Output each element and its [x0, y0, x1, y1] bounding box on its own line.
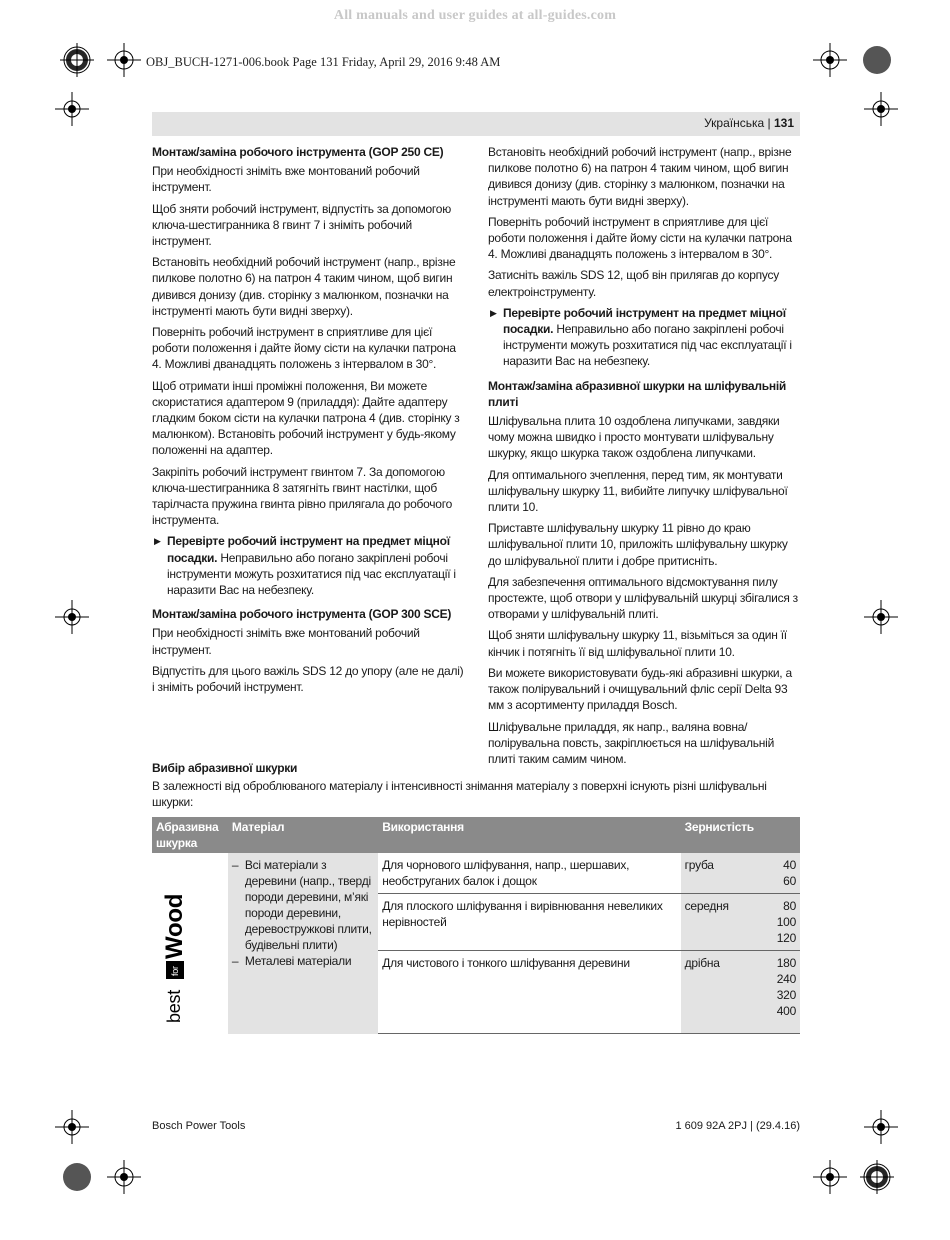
paragraph: Відпустіть для цього важіль SDS 12 до упору (але не далі) і зніміть робочий інструмент. [152, 663, 464, 695]
page-header [152, 112, 800, 136]
header-language-page: Українська | 131 [704, 116, 794, 130]
grit-value: 60 [783, 874, 796, 888]
use-cell: Для чорнового шліфування, напр., шершавих, необструганих балок і дощок [382, 858, 630, 888]
grit-value: 320 [776, 988, 796, 1002]
table-header-row [152, 817, 800, 853]
grade-cell: груба [681, 853, 757, 894]
grit-value: 40 [783, 858, 796, 872]
right-column [488, 144, 800, 772]
registration-mark-icon [813, 1160, 847, 1194]
grit-cell [756, 853, 800, 894]
paragraph: Поверніть робочий інструмент в сприятливе для цієї роботи положення і дайте йому сісти на кулачки патрона 4. Можливі дванадцять положень з інтервалом в 30°. [488, 214, 792, 262]
logo-best-text: best [164, 989, 184, 1023]
grit-value: 80 [783, 899, 796, 913]
footer-doc-code: 1 609 92A 2PJ | (29.4.16) [675, 1120, 800, 1132]
grit-value: 100 [776, 915, 796, 929]
warning-bold: Перевірте робочий інструмент на предмет міцної посадки. [167, 534, 450, 565]
paragraph: Щоб зняти шліфувальну шкурку 11, візьміться за один її кінчик і потягніть її від шліфувальної плити 10. [488, 628, 787, 659]
registration-mark-icon [60, 43, 94, 77]
paragraph: Щоб отримати інші проміжні положення, Ви можете скористатися адаптером 9 (приладдя): Дайте адаптеру гладким боком сісти на кулачки патрона 4 (див. сторінку з малюнком). Встановіть робочий інструмент у будь-якому положенні на адаптер. [152, 378, 460, 458]
paragraph: Встановіть необхідний робочий інструмент (напр., врізне пилкове полотно 6) на патрон 4 таким чином, щоб вигин дивився донизу (див. сторінку з малюнком, позначки на інструменті мають бути видні зверху). [488, 145, 792, 208]
column-header: Використання [378, 817, 680, 853]
book-info-line: OBJ_BUCH-1271-006.book Page 131 Friday, April 29, 2016 9:48 AM [146, 55, 501, 69]
warning-text: Неправильно або погано закріплені робочі інструменти можуть розхитатися під час експлуатації і наразити Вас на небезпеку. [503, 322, 792, 369]
registration-mark-icon [107, 43, 141, 77]
abrasive-selection-section [152, 760, 800, 810]
use-cell: Для чистового і тонкого шліфування деревини [378, 951, 680, 1034]
grit-cell [756, 951, 800, 1034]
grit-value: 240 [776, 972, 796, 986]
paragraph: Затисніть важіль SDS 12, щоб він прилягав до корпусу електроінструменту. [488, 268, 780, 299]
material-item: – Металеві матеріали [232, 953, 374, 969]
grade-cell: дрібна [681, 951, 757, 1034]
logo-for-text: for [170, 966, 180, 976]
section-heading: Монтаж/заміна робочого інструмента (GOP 300 SCE) [152, 607, 452, 622]
registration-mark-icon [864, 92, 898, 126]
paragraph: Шліфувальна плита 10 оздоблена липучками, завдяки чому можна швидко і просто монтувати шліфувальну шкурку, якщо шкурка також оздоблена липучками. [488, 414, 780, 461]
registration-mark-icon [864, 600, 898, 634]
registration-mark-icon [860, 43, 894, 77]
language-label: Українська [704, 116, 765, 130]
material-item: – Всі матеріали з деревини (напр., тверді породи деревини, м’які породи деревини, деревостружкові плити, будівельні плити) [232, 857, 374, 953]
paragraph: Поверніть робочий інструмент в сприятливе для цієї роботи положення і дайте йому сісти на кулачки патрона 4. Можливі дванадцять положень з інтервалом в 30°. [152, 325, 456, 372]
grade-cell: середня [681, 894, 757, 951]
section-heading: Монтаж/заміна абразивної шкурки на шліфувальній плиті [488, 378, 787, 409]
grit-value: 400 [776, 1004, 796, 1018]
paragraph: Для забезпечення оптимального відсмоктування пилу простежте, щоб отвори у шліфувальній шкурці збігалися з отворами у шліфувальній плиті. [488, 574, 798, 622]
paragraph: Для оптимального зчеплення, перед тим, як монтувати шліфувальну шкурку 11, вибийте липучку шліфувальної плити 10. [488, 467, 788, 515]
registration-mark-icon [55, 600, 89, 634]
material-cell [228, 853, 378, 1034]
registration-mark-icon [55, 92, 89, 126]
paragraph: При необхідності зніміть вже монтований робочий інструмент. [152, 164, 420, 195]
abrasive-table [152, 817, 800, 1034]
registration-mark-icon [60, 1160, 94, 1194]
grit-value: 120 [776, 931, 796, 945]
registration-mark-icon [55, 1110, 89, 1144]
registration-mark-icon [860, 1160, 894, 1194]
best-for-wood-logo-icon [152, 855, 192, 1025]
paragraph: Встановіть необхідний робочий інструмент (напр., врізне пилкове полотно 6) на патрон 4 таким чином, щоб вигин дивився донизу (див. сторінку з малюнком, позначки на інструменті мають бути видні зверху). [152, 255, 456, 318]
registration-mark-icon [864, 1110, 898, 1144]
paragraph: При необхідності зніміть вже монтований робочий інструмент. [152, 626, 420, 657]
warning-item [488, 305, 800, 370]
paragraph: Приставте шліфувальну шкурку 11 рівно до краю шліфувальної плити 10, приложіть шліфувальну шкурку до шліфувальної плити і добре притисніть. [488, 521, 788, 568]
section-heading: Монтаж/заміна робочого інструмента (GOP 250 CE) [152, 145, 444, 159]
warning-item [152, 533, 464, 598]
paragraph: Щоб зняти робочий інструмент, відпустіть за допомогою ключа-шестигранника 8 гвинт 7 і зніміть робочий інструмент. [152, 201, 451, 249]
column-header: Зернистість [681, 817, 800, 853]
registration-mark-icon [107, 1160, 141, 1194]
column-header: Абразивна шкурка [152, 817, 228, 853]
site-watermark: All manuals and user guides at all-guides.com [333, 8, 617, 23]
use-cell: Для плоского шліфування і вирівнювання невеликих нерівностей [378, 894, 680, 951]
paragraph: Ви можете використовувати будь-які абразивні шкурки, а також полірувальний і очищувальний фліс серії Delta 93 мм з асортименту приладдя Bosch. [488, 665, 792, 713]
table-row [152, 853, 800, 894]
paragraph: Закріпіть робочий інструмент гвинтом 7. За допомогою ключа-шестигранника 8 затягніть гвинт настілки, щоб тарілчаста пружина гвинта рівно прилягала до робочого інструмента. [152, 464, 453, 528]
page-number: 131 [773, 116, 794, 130]
footer-brand: Bosch Power Tools [152, 1120, 246, 1132]
registration-mark-icon [813, 43, 847, 77]
logo-wood-text: Wood [161, 893, 188, 959]
section-heading: Вибір абразивної шкурки [152, 761, 298, 775]
paragraph: Шліфувальне приладдя, як напр., валяна вовна/полірувальна повсть, закріплюється на шліфувальній плиті таким самим чином. [488, 719, 775, 766]
column-header: Матеріал [228, 817, 378, 853]
grit-value: 180 [776, 956, 796, 970]
warning-text: Неправильно або погано закріплені робочі інструменти можуть розхитатися під час експлуатації і наразити Вас на небезпеку. [167, 550, 456, 598]
best-for-wood-logo [152, 853, 228, 1034]
grit-cell [756, 894, 800, 951]
warning-bold: Перевірте робочий інструмент на предмет міцної посадки. [503, 305, 786, 337]
section-intro: В залежності від оброблюваного матеріалу і інтенсивності знімання матеріалу з поверхні існують різні шліфувальні шкурки: [152, 779, 767, 809]
left-column [152, 144, 464, 700]
